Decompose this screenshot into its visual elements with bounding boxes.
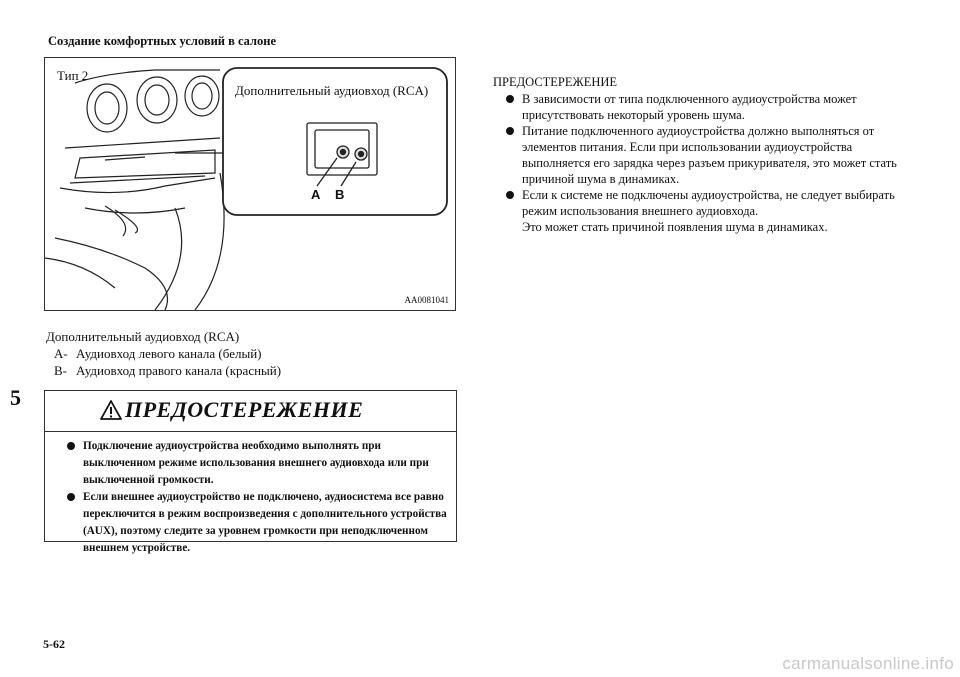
legend-item — [46, 345, 281, 362]
warning-item — [65, 438, 453, 489]
warning-header — [45, 391, 456, 432]
page-number: 5-62 — [43, 637, 65, 651]
caution-item-text: Если к системе не подключены аудиоустройства, не следует выбирать режим использования внешнего аудиовхода. — [522, 188, 895, 218]
warning-item-text: Подключение аудиоустройства необходимо выполнять при выключенном режиме использования внешнего аудиовхода или при выключенной громкости. — [83, 440, 429, 486]
warning-item — [65, 489, 453, 557]
bullet-icon — [506, 127, 514, 135]
callout-label: Дополнительный аудиовход (RCA) — [235, 83, 429, 98]
legend-text: Аудиовход правого канала (красный) — [76, 363, 282, 378]
warning-title: ПРЕДОСТЕРЕЖЕНИЕ — [125, 397, 364, 422]
warning-box — [44, 390, 457, 554]
warning-triangle-icon — [100, 400, 122, 420]
bullet-icon — [506, 95, 514, 103]
section-title: Создание комфортных условий в салоне — [48, 34, 277, 48]
legend-item — [46, 362, 281, 379]
figure-legend — [46, 328, 281, 379]
jack-label-b: B — [335, 187, 345, 202]
caution-item — [493, 123, 923, 187]
caution-extra-text: Это может стать причиной появления шума в динамиках. — [522, 220, 828, 234]
legend-key: A- — [54, 346, 68, 361]
warning-item-text: Если внешнее аудиоустройство не подключено, аудиосистема все равно переключится в режим воспроизведения с дополнительного устройства (AUX), поэтому следите за уровнем громкости при неподключенном внешнем устройстве. — [83, 491, 447, 554]
caution-item — [493, 187, 923, 219]
legend-text: Аудиовход левого канала (белый) — [76, 346, 262, 361]
watermark: carmanualsonline.info — [782, 654, 954, 673]
caution-item — [493, 91, 923, 123]
figure-code: AA0081041 — [404, 295, 449, 305]
legend-key: B- — [54, 363, 67, 378]
bullet-icon — [67, 442, 75, 450]
caution-item-text: Питание подключенного аудиоустройства должно выполняться от элементов питания. Если при использовании аудиоустройства выполняется его зарядка через разъем прикуривателя, это может стать причиной шума в динамиках. — [522, 124, 897, 186]
caution-item-text: В зависимости от типа подключенного аудиоустройства может присутствовать некоторый уровень шума. — [522, 92, 857, 122]
bullet-icon — [67, 493, 75, 501]
jack-label-a: A — [311, 187, 321, 202]
bullet-icon — [506, 191, 514, 199]
legend-title: Дополнительный аудиовход (RCA) — [46, 329, 240, 344]
illustration-figure — [44, 57, 456, 311]
caution-section — [493, 74, 923, 235]
chapter-tab: 5 — [10, 385, 21, 410]
warning-list — [65, 438, 453, 557]
figure-type-label: Тип 2 — [57, 68, 89, 83]
caution-title: ПРЕДОСТЕРЕЖЕНИЕ — [493, 75, 618, 89]
